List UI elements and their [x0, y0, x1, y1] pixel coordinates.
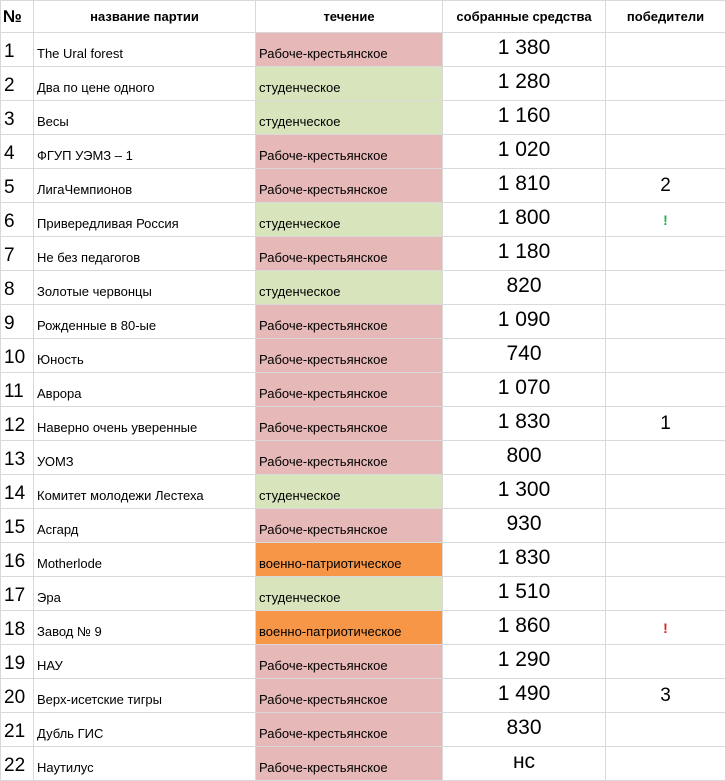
header-funds: собранные средства	[443, 1, 606, 33]
funds-value: 1 800	[443, 203, 606, 237]
funds-value: 1 380	[443, 33, 606, 67]
table-row	[1, 203, 725, 237]
table-row	[1, 509, 725, 543]
party-trend: Рабоче-крестьянское	[256, 645, 443, 679]
party-name: Не без педагогов	[34, 237, 256, 271]
table-row	[1, 373, 725, 407]
header-num: №	[1, 1, 34, 33]
table-row	[1, 577, 725, 611]
winner-cell: 1	[606, 407, 725, 441]
party-name: Юность	[34, 339, 256, 373]
funds-value: 1 090	[443, 305, 606, 339]
winner-cell	[606, 747, 725, 781]
row-number: 5	[1, 169, 34, 203]
party-trend: военно-патриотическое	[256, 611, 443, 645]
winner-cell	[606, 101, 725, 135]
party-name: УОМЗ	[34, 441, 256, 475]
party-name: Аврора	[34, 373, 256, 407]
winner-cell	[606, 577, 725, 611]
winner-cell	[606, 509, 725, 543]
funds-value: 1 300	[443, 475, 606, 509]
party-trend: Рабоче-крестьянское	[256, 305, 443, 339]
winner-cell	[606, 203, 725, 237]
party-trend: Рабоче-крестьянское	[256, 339, 443, 373]
row-number: 18	[1, 611, 34, 645]
party-trend: Рабоче-крестьянское	[256, 237, 443, 271]
winner-cell	[606, 373, 725, 407]
winner-cell	[606, 67, 725, 101]
party-name: Завод № 9	[34, 611, 256, 645]
party-trend: военно-патриотическое	[256, 543, 443, 577]
table-row	[1, 441, 725, 475]
table-body	[1, 33, 725, 781]
table-row	[1, 611, 725, 645]
table-row	[1, 237, 725, 271]
party-name: Рожденные в 80-ые	[34, 305, 256, 339]
party-name: Асгард	[34, 509, 256, 543]
winner-cell	[606, 33, 725, 67]
row-number: 13	[1, 441, 34, 475]
funds-value: 740	[443, 339, 606, 373]
table-row	[1, 747, 725, 781]
table-row	[1, 169, 725, 203]
winner-cell	[606, 237, 725, 271]
winner-cell	[606, 305, 725, 339]
row-number: 8	[1, 271, 34, 305]
funds-value: 1 180	[443, 237, 606, 271]
funds-value: 1 510	[443, 577, 606, 611]
header-winners: победители	[606, 1, 725, 33]
party-trend: Рабоче-крестьянское	[256, 169, 443, 203]
funds-value: 1 490	[443, 679, 606, 713]
party-trend: студенческое	[256, 101, 443, 135]
row-number: 4	[1, 135, 34, 169]
party-trend: Рабоче-крестьянское	[256, 373, 443, 407]
funds-value: 830	[443, 713, 606, 747]
party-name: Наверно очень уверенные	[34, 407, 256, 441]
party-trend: Рабоче-крестьянское	[256, 135, 443, 169]
row-number: 12	[1, 407, 34, 441]
row-number: 7	[1, 237, 34, 271]
winner-cell	[606, 645, 725, 679]
party-trend: студенческое	[256, 67, 443, 101]
winner-cell	[606, 135, 725, 169]
winner-cell: 3	[606, 679, 725, 713]
party-trend: Рабоче-крестьянское	[256, 679, 443, 713]
table-row	[1, 135, 725, 169]
party-trend: Рабоче-крестьянское	[256, 441, 443, 475]
header-row	[1, 1, 725, 33]
winner-cell	[606, 713, 725, 747]
winner-cell: 2	[606, 169, 725, 203]
party-name: Золотые червонцы	[34, 271, 256, 305]
row-number: 16	[1, 543, 34, 577]
party-trend: Рабоче-крестьянское	[256, 747, 443, 781]
funds-value: нс	[443, 747, 606, 781]
party-name: Дубль ГИС	[34, 713, 256, 747]
party-name: Верх-исетские тигры	[34, 679, 256, 713]
table-row	[1, 543, 725, 577]
winner-cell	[606, 271, 725, 305]
funds-value: 1 290	[443, 645, 606, 679]
party-trend: студенческое	[256, 577, 443, 611]
winner-cell	[606, 543, 725, 577]
header-name: название партии	[34, 1, 256, 33]
row-number: 6	[1, 203, 34, 237]
party-name: Комитет молодежи Лестеха	[34, 475, 256, 509]
funds-value: 1 860	[443, 611, 606, 645]
table-row	[1, 713, 725, 747]
row-number: 3	[1, 101, 34, 135]
funds-value: 1 810	[443, 169, 606, 203]
funds-value: 1 280	[443, 67, 606, 101]
party-trend: студенческое	[256, 203, 443, 237]
party-name: Два по цене одного	[34, 67, 256, 101]
winner-cell	[606, 339, 725, 373]
row-number: 22	[1, 747, 34, 781]
party-trend: Рабоче-крестьянское	[256, 509, 443, 543]
party-name: Наутилус	[34, 747, 256, 781]
party-name: НАУ	[34, 645, 256, 679]
funds-value: 1 070	[443, 373, 606, 407]
funds-value: 1 160	[443, 101, 606, 135]
party-trend: Рабоче-крестьянское	[256, 713, 443, 747]
winner-cell	[606, 475, 725, 509]
row-number: 1	[1, 33, 34, 67]
funds-value: 800	[443, 441, 606, 475]
table-row	[1, 271, 725, 305]
table-row	[1, 407, 725, 441]
row-number: 20	[1, 679, 34, 713]
party-trend: Рабоче-крестьянское	[256, 33, 443, 67]
row-number: 10	[1, 339, 34, 373]
table-row	[1, 101, 725, 135]
party-name: Эра	[34, 577, 256, 611]
funds-value: 1 830	[443, 407, 606, 441]
table-row	[1, 67, 725, 101]
funds-value: 1 830	[443, 543, 606, 577]
row-number: 15	[1, 509, 34, 543]
party-name: The Ural forest	[34, 33, 256, 67]
party-name: ЛигаЧемпионов	[34, 169, 256, 203]
party-trend: студенческое	[256, 475, 443, 509]
party-name: Весы	[34, 101, 256, 135]
winner-mark-red: !	[663, 620, 668, 636]
party-name: ФГУП УЭМЗ – 1	[34, 135, 256, 169]
table-row	[1, 645, 725, 679]
party-name: Привередливая Россия	[34, 203, 256, 237]
table-row	[1, 339, 725, 373]
party-trend: студенческое	[256, 271, 443, 305]
funds-value: 930	[443, 509, 606, 543]
funds-value: 1 020	[443, 135, 606, 169]
winner-mark-green: !	[663, 212, 668, 228]
row-number: 14	[1, 475, 34, 509]
row-number: 19	[1, 645, 34, 679]
table-row	[1, 475, 725, 509]
table-row	[1, 679, 725, 713]
row-number: 17	[1, 577, 34, 611]
party-trend: Рабоче-крестьянское	[256, 407, 443, 441]
row-number: 2	[1, 67, 34, 101]
row-number: 21	[1, 713, 34, 747]
winner-cell	[606, 611, 725, 645]
winner-cell	[606, 441, 725, 475]
header-trend: течение	[256, 1, 443, 33]
party-name: Motherlode	[34, 543, 256, 577]
row-number: 11	[1, 373, 34, 407]
table-row	[1, 305, 725, 339]
funds-value: 820	[443, 271, 606, 305]
row-number: 9	[1, 305, 34, 339]
table-row	[1, 33, 725, 67]
